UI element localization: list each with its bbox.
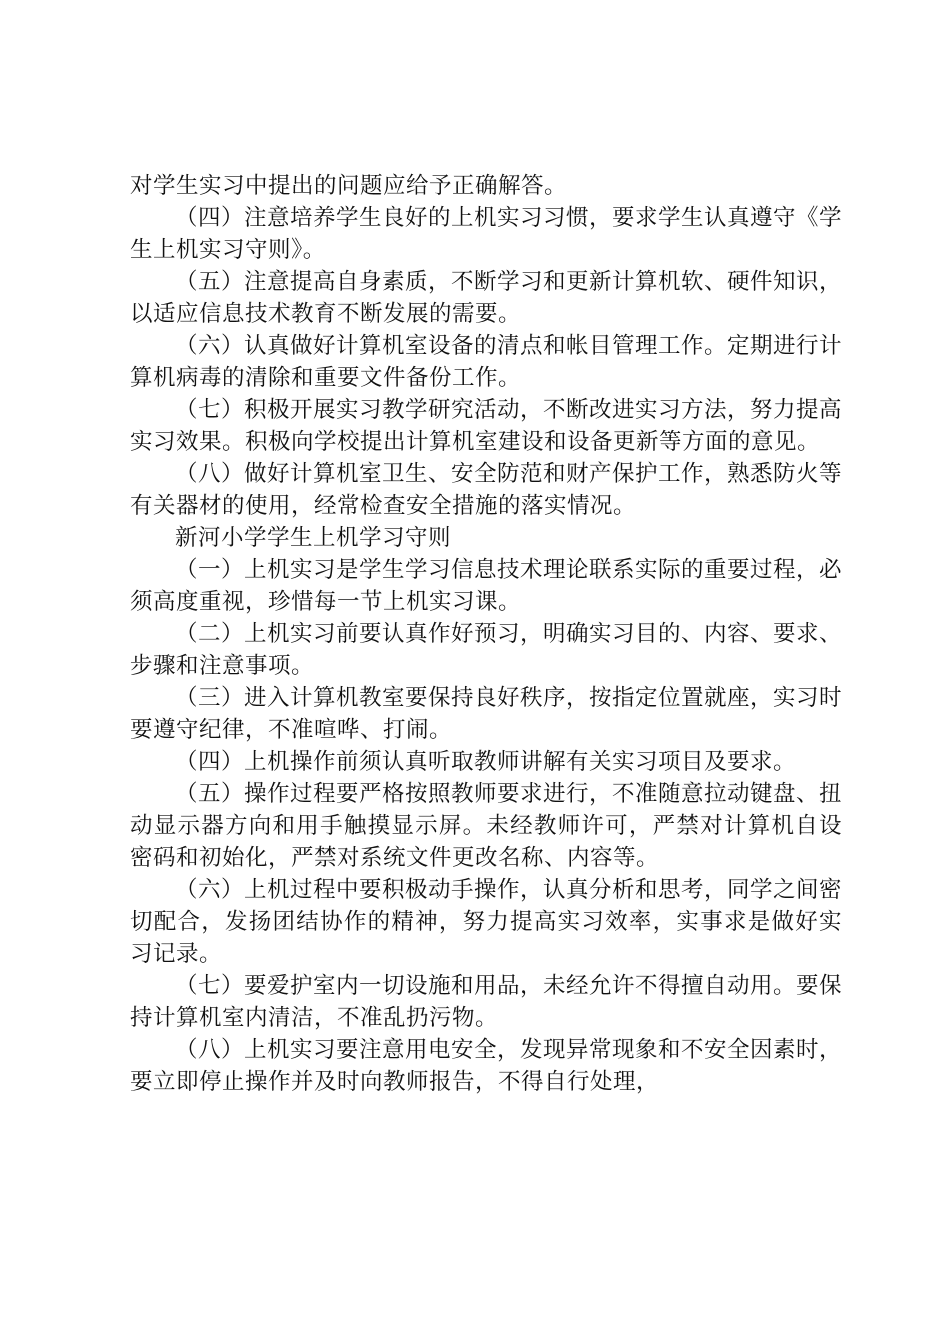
rule-4: （四）上机操作前须认真听取教师讲解有关实习项目及要求。 [175, 749, 797, 775]
paragraph-duty-4: （四）注意培养学生良好的上机实习习惯，要求学生认真遵守《学生上机实习守则》。 [130, 205, 843, 263]
rule-8: （八）上机实习要注意用电安全，发现异常现象和不安全因素时，要立即停止操作并及时向教师报告，不得自行处理， [130, 1037, 843, 1095]
paragraph-duty-7: （七）积极开展实习教学研究活动，不断改进实习方法，努力提高实习效果。积极向学校提出计算机室建设和设备更新等方面的意见。 [130, 397, 843, 455]
rule-6: （六）上机过程中要积极动手操作，认真分析和思考，同学之间密切配合，发扬团结协作的精神，努力提高实习效率，实事求是做好实习记录。 [130, 877, 843, 967]
rule-1: （一）上机实习是学生学习信息技术理论联系实际的重要过程，必须高度重视，珍惜每一节上机实习课。 [130, 557, 843, 615]
paragraph-duty-6: （六）认真做好计算机室设备的清点和帐目管理工作。定期进行计算机病毒的清除和重要文件备份工作。 [130, 333, 843, 391]
rule-5: （五）操作过程要严格按照教师要求进行，不准随意拉动键盘、扭动显示器方向和用手触摸显示屏。未经教师许可，严禁对计算机自设密码和初始化，严禁对系统文件更改名称、内容等。 [130, 781, 843, 871]
rule-7: （七）要爱护室内一切设施和用品，未经允许不得擅自动用。要保持计算机室内清洁，不准乱扔污物。 [130, 973, 843, 1031]
section-title: 新河小学学生上机学习守则 [175, 525, 452, 551]
paragraph-continuation: 对学生实习中提出的问题应给予正确解答。 [130, 173, 568, 199]
paragraph-duty-5: （五）注意提高自身素质，不断学习和更新计算机软、硬件知识，以适应信息技术教育不断发展的需要。 [130, 269, 843, 327]
document-body [130, 170, 842, 1098]
rule-2: （二）上机实习前要认真作好预习，明确实习目的、内容、要求、步骤和注意事项。 [130, 621, 843, 679]
paragraph-duty-8: （八）做好计算机室卫生、安全防范和财产保护工作，熟悉防火等有关器材的使用，经常检查安全措施的落实情况。 [130, 461, 843, 519]
rule-3: （三）进入计算机教室要保持良好秩序，按指定位置就座，实习时要遵守纪律，不准喧哗、打闹。 [130, 685, 843, 743]
